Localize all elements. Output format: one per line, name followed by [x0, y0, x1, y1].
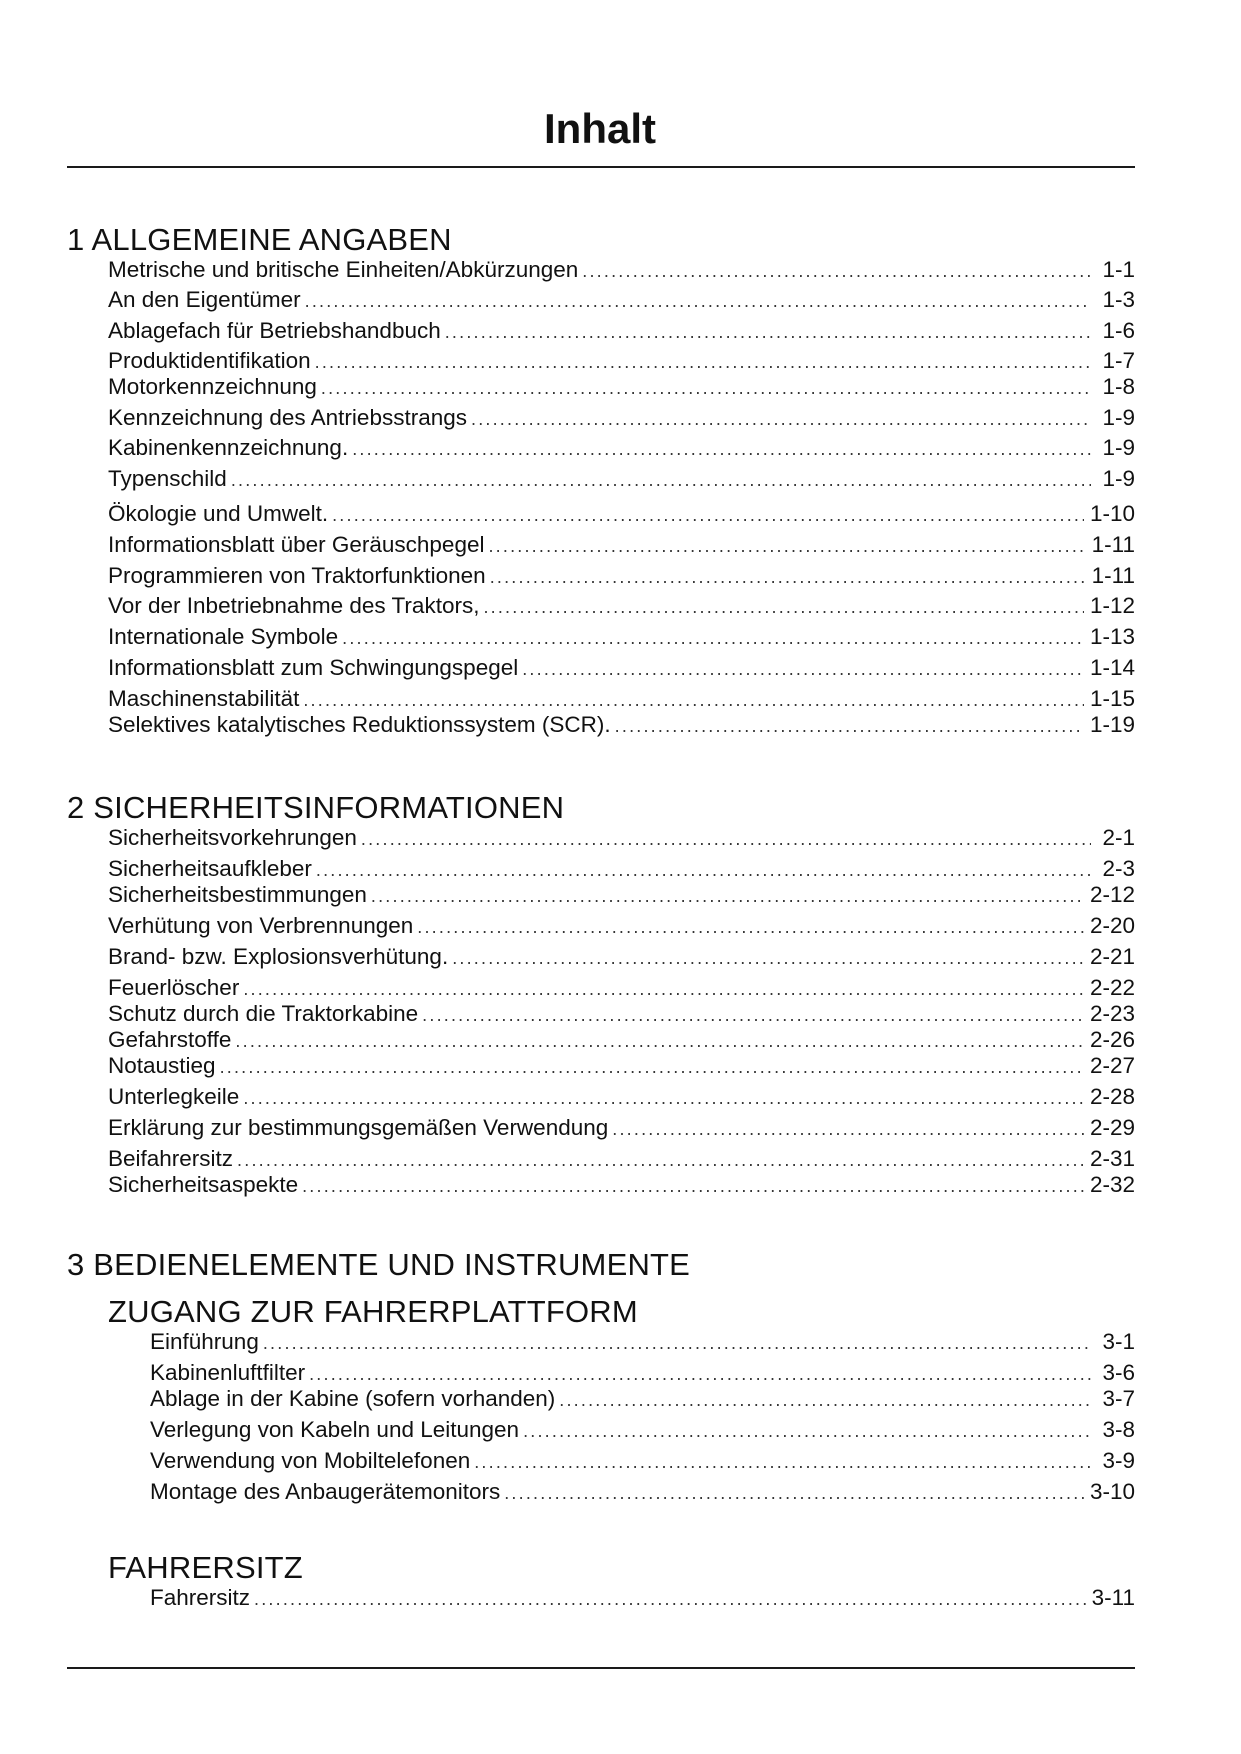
toc-entry-title: Metrische und britische Einheiten/Abkürzungen [108, 257, 579, 282]
dot-leader [445, 318, 1091, 346]
toc-entry[interactable] [108, 912, 1135, 940]
toc-entry-page: 1-3 [1102, 287, 1135, 312]
toc-entry[interactable] [108, 943, 1135, 971]
toc-entry-title: Kabinenluftfilter [150, 1360, 306, 1385]
section-heading: 2 SICHERHEITSINFORMATIONEN [67, 790, 565, 825]
toc-entry-page: 3-6 [1102, 1360, 1135, 1385]
toc-entry[interactable] [108, 855, 1135, 883]
dot-leader [471, 405, 1091, 433]
toc-entry-title: Produktidentifikation [108, 348, 311, 373]
dot-leader [417, 913, 1084, 941]
dot-leader [361, 825, 1091, 853]
toc-entry[interactable] [108, 592, 1135, 620]
toc-entry[interactable] [108, 347, 1135, 375]
toc-entry[interactable] [108, 373, 1135, 401]
toc-entry-title: Beifahrersitz [108, 1146, 234, 1171]
toc-entry-page: 2-29 [1089, 1115, 1135, 1140]
toc-entry-page: 1-12 [1089, 593, 1135, 618]
toc-entry-title: Informationsblatt über Geräuschpegel [108, 532, 485, 557]
toc-entry-title: Ablagefach für Betriebshandbuch [108, 318, 441, 343]
toc-entry-page: 1-8 [1102, 374, 1135, 399]
toc-entry-title: Sicherheitsaspekte [108, 1172, 299, 1197]
subsection-heading: FAHRERSITZ [108, 1550, 303, 1585]
toc-entry-title: Verlegung von Kabeln und Leitungen [150, 1417, 520, 1442]
toc-entry-page: 1-6 [1102, 318, 1135, 343]
toc-entry-page: 2-22 [1089, 975, 1135, 1000]
toc-entry[interactable] [108, 434, 1135, 462]
toc-entry-title: Selektives katalytisches Reduktionssystem (SCR). [108, 712, 611, 737]
toc-entry-page: 1-11 [1091, 563, 1135, 588]
dot-leader [522, 655, 1084, 683]
toc-entry[interactable] [108, 1026, 1135, 1054]
toc-entry-page: 1-7 [1102, 348, 1135, 373]
toc-entry-page: 3-8 [1102, 1417, 1135, 1442]
toc-entry-title: Informationsblatt zum Schwingungspegel [108, 655, 519, 680]
toc-entry-title: Erklärung zur bestimmungsgemäßen Verwendung [108, 1115, 609, 1140]
dot-leader [220, 1053, 1084, 1081]
toc-entry-page: 2-21 [1089, 944, 1135, 969]
dot-leader [316, 856, 1091, 884]
dot-leader [422, 1001, 1084, 1029]
toc-entry[interactable] [108, 685, 1135, 713]
dot-leader [582, 257, 1091, 285]
toc-entry-page: 1-1 [1102, 257, 1135, 282]
dot-leader [321, 374, 1091, 402]
toc-entry-page: 1-9 [1102, 435, 1135, 460]
dot-leader [315, 348, 1091, 376]
dot-leader [235, 1027, 1084, 1055]
toc-entry-title: Verwendung von Mobiltelefonen [150, 1448, 471, 1473]
toc-entry-title: Unterlegkeile [108, 1084, 240, 1109]
toc-entry[interactable] [108, 531, 1135, 559]
page-title: Inhalt [544, 105, 656, 152]
toc-entry-title: Montage des Anbaugerätemonitors [150, 1479, 501, 1504]
toc-entry-title: Typenschild [108, 466, 227, 491]
dot-leader [615, 712, 1084, 740]
toc-entry-page: 2-31 [1089, 1146, 1135, 1171]
toc-entry-page: 3-1 [1102, 1329, 1135, 1354]
toc-entry-page: 1-9 [1102, 466, 1135, 491]
dot-leader [612, 1115, 1084, 1143]
toc-entry[interactable] [108, 500, 1135, 528]
bottom-rule [67, 1667, 1135, 1669]
toc-entry-page: 2-20 [1089, 913, 1135, 938]
dot-leader [504, 1479, 1084, 1507]
toc-entry-title: Kabinenkennzeichnung. [108, 435, 349, 460]
toc-entry-title: Maschinenstabilität [108, 686, 300, 711]
toc-entry-title: Sicherheitsaufkleber [108, 856, 312, 881]
toc-entry-title: Programmieren von Traktorfunktionen [108, 563, 486, 588]
toc-entry-page: 1-14 [1089, 655, 1135, 680]
toc-entry-title: Sicherheitsvorkehrungen [108, 825, 357, 850]
dot-leader [559, 1386, 1091, 1414]
dot-leader [342, 624, 1084, 652]
toc-entry[interactable] [150, 1359, 1135, 1387]
toc-entry[interactable] [108, 1083, 1135, 1111]
toc-entry[interactable] [108, 1052, 1135, 1080]
dot-leader [483, 593, 1084, 621]
dot-leader [254, 1585, 1086, 1613]
toc-entry[interactable] [108, 623, 1135, 651]
toc-entry-page: 2-1 [1102, 825, 1135, 850]
toc-entry-page: 1-11 [1091, 532, 1135, 557]
toc-entry[interactable] [108, 974, 1135, 1002]
toc-entry-title: Feuerlöscher [108, 975, 240, 1000]
toc-entry-title: Kennzeichnung des Antriebsstrangs [108, 405, 467, 430]
toc-entry-title: Verhütung von Verbrennungen [108, 913, 414, 938]
dot-leader [488, 532, 1085, 560]
toc-entry-page: 3-9 [1102, 1448, 1135, 1473]
toc-entry-page: 2-3 [1102, 856, 1135, 881]
dot-leader [474, 1448, 1091, 1476]
toc-entry[interactable] [108, 1000, 1135, 1028]
toc-entry-title: Internationale Symbole [108, 624, 339, 649]
toc-entry[interactable] [150, 1385, 1135, 1413]
toc-entry-page: 2-26 [1089, 1027, 1135, 1052]
toc-entry[interactable] [108, 1114, 1135, 1142]
toc-entry-page: 2-32 [1089, 1172, 1135, 1197]
toc-entry-page: 1-15 [1089, 686, 1135, 711]
top-rule [67, 166, 1135, 168]
toc-entry[interactable] [108, 711, 1135, 739]
section-heading: 3 BEDIENELEMENTE UND INSTRUMENTE [67, 1247, 691, 1282]
toc-entry[interactable] [150, 1584, 1135, 1612]
toc-entry-page: 1-10 [1089, 501, 1135, 526]
dot-leader [490, 563, 1086, 591]
toc-entry[interactable] [108, 1171, 1135, 1199]
toc-entry[interactable] [108, 256, 1135, 284]
toc-entry[interactable] [150, 1447, 1135, 1475]
toc-entry[interactable] [108, 465, 1135, 493]
dot-leader [452, 944, 1084, 972]
dot-leader [309, 1360, 1091, 1388]
dot-leader [523, 1417, 1091, 1445]
toc-entry[interactable] [108, 317, 1135, 345]
toc-entry-page: 2-28 [1089, 1084, 1135, 1109]
toc-entry-page: 2-27 [1089, 1053, 1135, 1078]
toc-entry-page: 3-10 [1089, 1479, 1135, 1504]
toc-entry[interactable] [108, 824, 1135, 852]
dot-leader [305, 287, 1091, 315]
toc-entry-title: Brand- bzw. Explosionsverhütung. [108, 944, 449, 969]
toc-entry[interactable] [150, 1328, 1135, 1356]
dot-leader [263, 1329, 1091, 1357]
toc-entry-page: 3-7 [1102, 1386, 1135, 1411]
toc-entry-title: Sicherheitsbestimmungen [108, 882, 367, 907]
toc-entry-title: Ökologie und Umwelt. [108, 501, 329, 526]
dot-leader [352, 435, 1091, 463]
dot-leader [231, 466, 1091, 494]
dot-leader [237, 1146, 1084, 1174]
subsection-heading: ZUGANG ZUR FAHRERPLATTFORM [108, 1294, 638, 1329]
toc-entry-title: An den Eigentümer [108, 287, 301, 312]
toc-entry[interactable] [108, 881, 1135, 909]
section-heading: 1 ALLGEMEINE ANGABEN [67, 222, 452, 257]
toc-entry[interactable] [108, 562, 1135, 590]
toc-entry[interactable] [150, 1478, 1135, 1506]
toc-entry-title: Vor der Inbetriebnahme des Traktors, [108, 593, 480, 618]
toc-entry-title: Gefahrstoffe [108, 1027, 232, 1052]
toc-entry-page: 2-23 [1089, 1001, 1135, 1026]
toc-entry-title: Notaustieg [108, 1053, 216, 1078]
toc-entry-title: Einführung [150, 1329, 259, 1354]
toc-entry-page: 1-19 [1089, 712, 1135, 737]
toc-entry-page: 1-9 [1102, 405, 1135, 430]
toc-entry-title: Schutz durch die Traktorkabine [108, 1001, 419, 1026]
dot-leader [302, 1172, 1084, 1200]
dot-leader [332, 501, 1084, 529]
dot-leader [303, 686, 1084, 714]
toc-entry-title: Fahrersitz [150, 1585, 251, 1610]
dot-leader [243, 1084, 1084, 1112]
toc-entry-page: 1-13 [1089, 624, 1135, 649]
toc-entry-title: Ablage in der Kabine (sofern vorhanden) [150, 1386, 556, 1411]
dot-leader [371, 882, 1084, 910]
toc-entry[interactable] [108, 654, 1135, 682]
toc-entry[interactable] [150, 1416, 1135, 1444]
toc-entry[interactable] [108, 1145, 1135, 1173]
toc-entry-page: 3-11 [1091, 1585, 1135, 1610]
toc-entry-page: 2-12 [1089, 882, 1135, 907]
toc-entry[interactable] [108, 286, 1135, 314]
toc-entry-title: Motorkennzeichnung [108, 374, 317, 399]
toc-entry[interactable] [108, 404, 1135, 432]
dot-leader [243, 975, 1084, 1003]
